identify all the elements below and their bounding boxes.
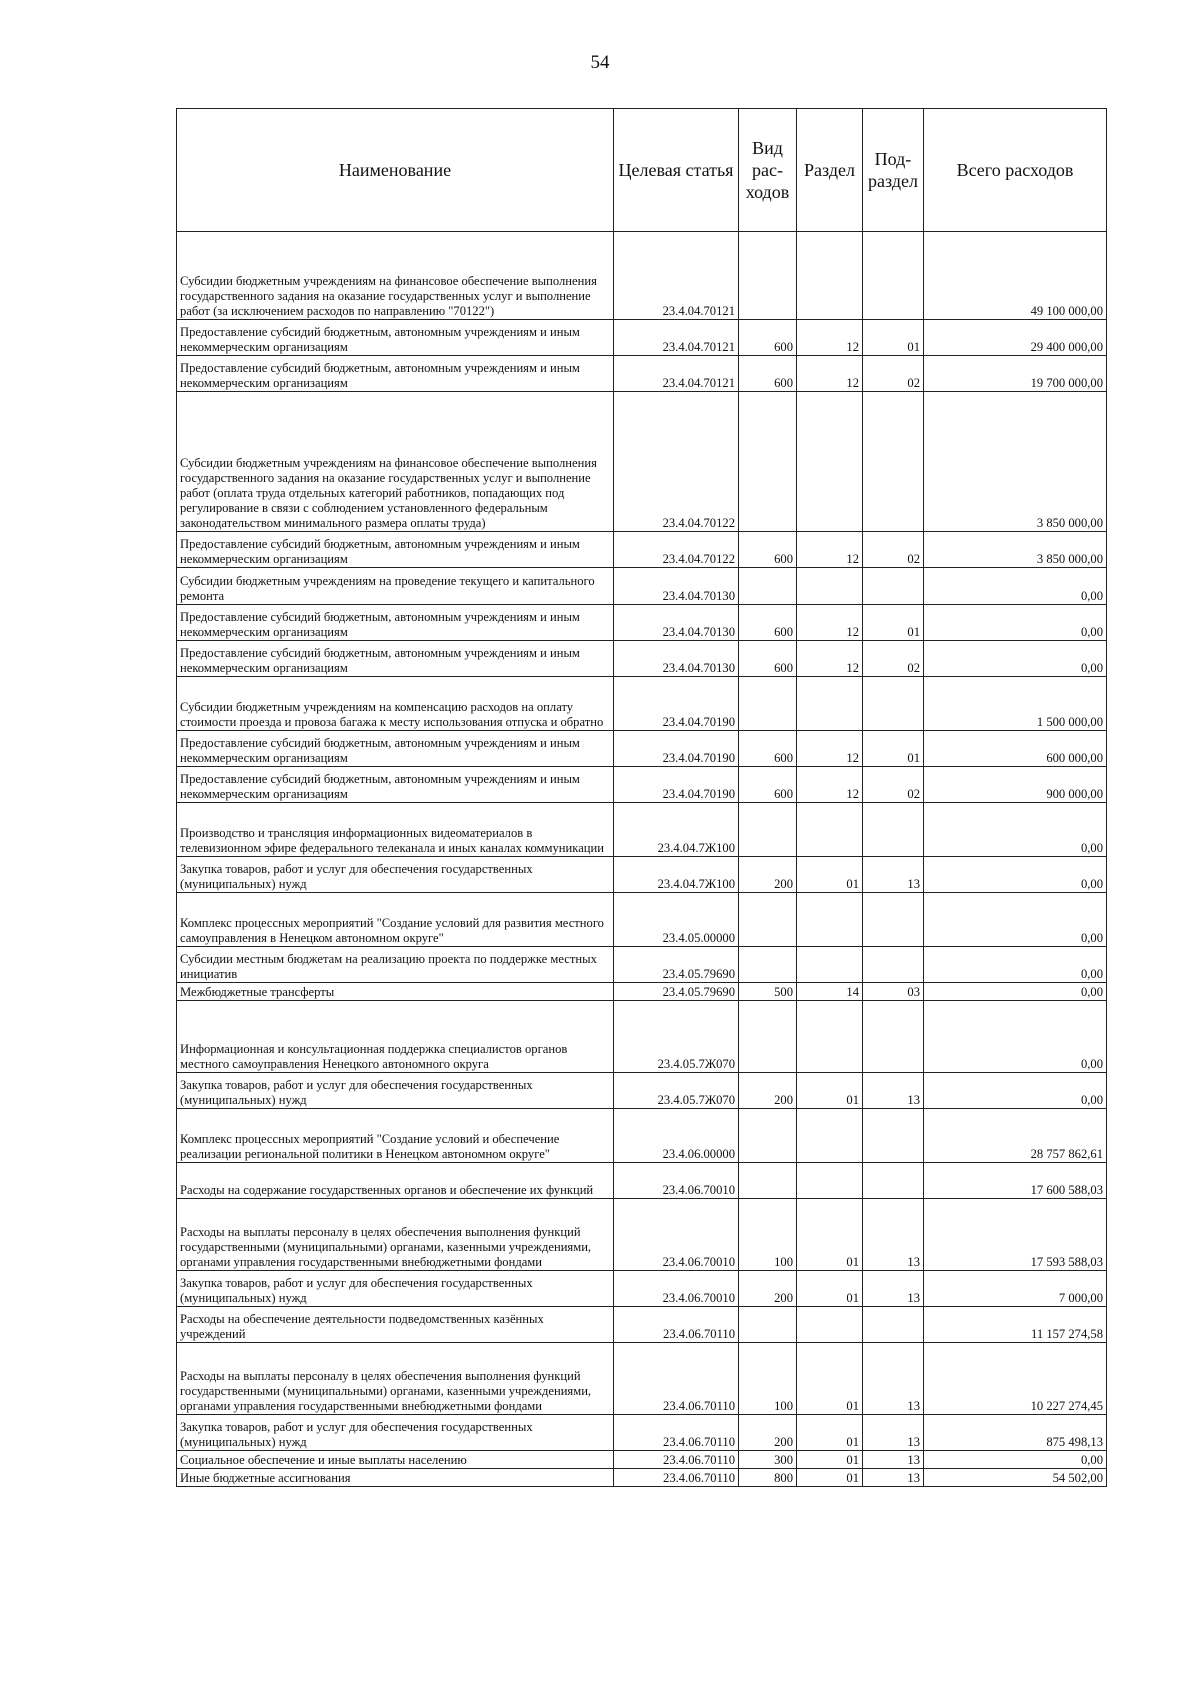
cell-vid: 200: [739, 1415, 797, 1451]
cell-podrazdel: [863, 568, 924, 605]
cell-name: Расходы на выплаты персоналу в целях обеспечения выполнения функций государственными (муниципальными) органами, казенными учреждениями, органами управления государственными внебюджетными фондами: [177, 1199, 614, 1271]
cell-vid: 200: [739, 1271, 797, 1307]
table-row: [177, 1199, 1107, 1271]
cell-vid: 200: [739, 857, 797, 893]
table-body: [177, 232, 1107, 1487]
cell-total: 54 502,00: [924, 1469, 1107, 1487]
cell-vid: 600: [739, 605, 797, 641]
cell-name: Производство и трансляция информационных видеоматериалов в телевизионном эфире федерального телеканала и иных каналах коммуникации: [177, 803, 614, 857]
cell-code: 23.4.04.70121: [614, 356, 739, 392]
cell-total: 3 850 000,00: [924, 532, 1107, 568]
table-row: [177, 1109, 1107, 1163]
table-row: [177, 1415, 1107, 1451]
cell-podrazdel: 02: [863, 767, 924, 803]
cell-vid: [739, 392, 797, 532]
header-name: Наименование: [177, 109, 614, 232]
cell-name: Комплекс процессных мероприятий "Создание условий и обеспечение реализации региональной политики в Ненецком автономном округе": [177, 1109, 614, 1163]
cell-vid: 800: [739, 1469, 797, 1487]
cell-name: Расходы на выплаты персоналу в целях обеспечения выполнения функций государственными (муниципальными) органами, казенными учреждениями, органами управления государственными внебюджетными фондами: [177, 1343, 614, 1415]
cell-razdel: [797, 232, 863, 320]
cell-code: 23.4.06.70110: [614, 1343, 739, 1415]
cell-code: 23.4.04.70190: [614, 767, 739, 803]
cell-podrazdel: 01: [863, 605, 924, 641]
cell-razdel: 01: [797, 1415, 863, 1451]
cell-podrazdel: 03: [863, 983, 924, 1001]
cell-code: 23.4.05.00000: [614, 893, 739, 947]
cell-vid: [739, 893, 797, 947]
cell-podrazdel: [863, 232, 924, 320]
cell-total: 29 400 000,00: [924, 320, 1107, 356]
cell-razdel: 12: [797, 532, 863, 568]
cell-total: 17 593 588,03: [924, 1199, 1107, 1271]
cell-code: 23.4.04.70130: [614, 568, 739, 605]
cell-vid: [739, 1109, 797, 1163]
cell-podrazdel: [863, 1307, 924, 1343]
cell-vid: 600: [739, 731, 797, 767]
cell-vid: 300: [739, 1451, 797, 1469]
cell-total: 875 498,13: [924, 1415, 1107, 1451]
cell-total: 11 157 274,58: [924, 1307, 1107, 1343]
cell-code: 23.4.06.70110: [614, 1451, 739, 1469]
table-row: [177, 232, 1107, 320]
table-row: [177, 356, 1107, 392]
cell-name: Предоставление субсидий бюджетным, автономным учреждениям и иным некоммерческим организациям: [177, 532, 614, 568]
cell-name: Социальное обеспечение и иные выплаты населению: [177, 1451, 614, 1469]
cell-razdel: [797, 1307, 863, 1343]
cell-podrazdel: 02: [863, 532, 924, 568]
table-row: [177, 1073, 1107, 1109]
cell-total: 0,00: [924, 1451, 1107, 1469]
cell-podrazdel: 13: [863, 1469, 924, 1487]
cell-code: 23.4.04.70190: [614, 731, 739, 767]
cell-name: Субсидии бюджетным учреждениям на проведение текущего и капитального ремонта: [177, 568, 614, 605]
cell-total: 28 757 862,61: [924, 1109, 1107, 1163]
cell-vid: [739, 1163, 797, 1199]
cell-total: 0,00: [924, 947, 1107, 983]
cell-name: Предоставление субсидий бюджетным, автономным учреждениям и иным некоммерческим организациям: [177, 605, 614, 641]
cell-podrazdel: [863, 803, 924, 857]
header-code: Целевая статья: [614, 109, 739, 232]
cell-razdel: 01: [797, 1199, 863, 1271]
cell-razdel: [797, 947, 863, 983]
table-row: [177, 893, 1107, 947]
cell-total: 0,00: [924, 803, 1107, 857]
cell-name: Закупка товаров, работ и услуг для обеспечения государственных (муниципальных) нужд: [177, 1073, 614, 1109]
cell-total: 0,00: [924, 605, 1107, 641]
cell-code: 23.4.06.70110: [614, 1415, 739, 1451]
cell-name: Межбюджетные трансферты: [177, 983, 614, 1001]
header-podrazdel: Под-раздел: [863, 109, 924, 232]
cell-total: 900 000,00: [924, 767, 1107, 803]
cell-podrazdel: 13: [863, 857, 924, 893]
table-header-row: [177, 109, 1107, 232]
cell-podrazdel: [863, 947, 924, 983]
cell-podrazdel: 01: [863, 320, 924, 356]
cell-code: 23.4.05.79690: [614, 947, 739, 983]
table-row: [177, 568, 1107, 605]
cell-razdel: [797, 677, 863, 731]
cell-vid: 200: [739, 1073, 797, 1109]
cell-code: 23.4.06.70010: [614, 1163, 739, 1199]
cell-podrazdel: 13: [863, 1073, 924, 1109]
cell-razdel: 01: [797, 1073, 863, 1109]
cell-total: 0,00: [924, 641, 1107, 677]
cell-name: Предоставление субсидий бюджетным, автономным учреждениям и иным некоммерческим организациям: [177, 641, 614, 677]
cell-name: Информационная и консультационная поддержка специалистов органов местного самоуправления Ненецкого автономного округа: [177, 1001, 614, 1073]
cell-total: 600 000,00: [924, 731, 1107, 767]
table-row: [177, 1469, 1107, 1487]
cell-total: 10 227 274,45: [924, 1343, 1107, 1415]
cell-razdel: 01: [797, 1271, 863, 1307]
page-number: 54: [590, 52, 610, 73]
cell-total: 0,00: [924, 857, 1107, 893]
cell-total: 0,00: [924, 893, 1107, 947]
cell-code: 23.4.06.00000: [614, 1109, 739, 1163]
cell-vid: [739, 232, 797, 320]
cell-name: Комплекс процессных мероприятий "Создание условий для развития местного самоуправления в Ненецком автономном округе": [177, 893, 614, 947]
cell-razdel: [797, 1109, 863, 1163]
cell-podrazdel: 02: [863, 641, 924, 677]
cell-vid: [739, 677, 797, 731]
cell-podrazdel: [863, 677, 924, 731]
cell-vid: [739, 1001, 797, 1073]
table-row: [177, 641, 1107, 677]
table-row: [177, 392, 1107, 532]
cell-name: Иные бюджетные ассигнования: [177, 1469, 614, 1487]
cell-code: 23.4.04.70190: [614, 677, 739, 731]
header-razdel: Раздел: [797, 109, 863, 232]
cell-vid: [739, 568, 797, 605]
cell-name: Предоставление субсидий бюджетным, автономным учреждениям и иным некоммерческим организациям: [177, 767, 614, 803]
cell-total: 0,00: [924, 983, 1107, 1001]
cell-name: Закупка товаров, работ и услуг для обеспечения государственных (муниципальных) нужд: [177, 857, 614, 893]
table-row: [177, 1451, 1107, 1469]
cell-name: Субсидии бюджетным учреждениям на компенсацию расходов на оплату стоимости проезда и провоза багажа к месту использования отпуска и обратно: [177, 677, 614, 731]
cell-podrazdel: [863, 392, 924, 532]
cell-podrazdel: 13: [863, 1199, 924, 1271]
cell-razdel: 12: [797, 356, 863, 392]
cell-code: 23.4.06.70110: [614, 1469, 739, 1487]
table-row: [177, 1163, 1107, 1199]
cell-code: 23.4.04.70130: [614, 605, 739, 641]
cell-vid: [739, 947, 797, 983]
cell-name: Закупка товаров, работ и услуг для обеспечения государственных (муниципальных) нужд: [177, 1415, 614, 1451]
cell-name: Расходы на содержание государственных органов и обеспечение их функций: [177, 1163, 614, 1199]
table-row: [177, 1307, 1107, 1343]
cell-razdel: 01: [797, 1451, 863, 1469]
table-row: [177, 1271, 1107, 1307]
cell-name: Закупка товаров, работ и услуг для обеспечения государственных (муниципальных) нужд: [177, 1271, 614, 1307]
cell-total: 1 500 000,00: [924, 677, 1107, 731]
table-row: [177, 532, 1107, 568]
cell-podrazdel: 13: [863, 1451, 924, 1469]
cell-podrazdel: [863, 893, 924, 947]
cell-code: 23.4.04.7Ж100: [614, 803, 739, 857]
cell-vid: 100: [739, 1343, 797, 1415]
cell-podrazdel: 13: [863, 1415, 924, 1451]
header-total: Всего расходов: [924, 109, 1107, 232]
cell-total: 0,00: [924, 1001, 1107, 1073]
cell-code: 23.4.05.7Ж070: [614, 1073, 739, 1109]
cell-razdel: 12: [797, 605, 863, 641]
cell-podrazdel: [863, 1001, 924, 1073]
cell-code: 23.4.04.7Ж100: [614, 857, 739, 893]
cell-razdel: 12: [797, 320, 863, 356]
cell-code: 23.4.05.7Ж070: [614, 1001, 739, 1073]
cell-code: 23.4.04.70121: [614, 232, 739, 320]
cell-vid: 100: [739, 1199, 797, 1271]
cell-total: 0,00: [924, 1073, 1107, 1109]
cell-vid: 600: [739, 356, 797, 392]
cell-code: 23.4.04.70122: [614, 392, 739, 532]
cell-podrazdel: 13: [863, 1343, 924, 1415]
cell-razdel: [797, 803, 863, 857]
table-row: [177, 731, 1107, 767]
table-row: [177, 320, 1107, 356]
cell-razdel: [797, 568, 863, 605]
cell-name: Субсидии местным бюджетам на реализацию проекта по поддержке местных инициатив: [177, 947, 614, 983]
cell-total: 3 850 000,00: [924, 392, 1107, 532]
cell-total: 0,00: [924, 568, 1107, 605]
cell-total: 17 600 588,03: [924, 1163, 1107, 1199]
table-row: [177, 1001, 1107, 1073]
cell-total: 7 000,00: [924, 1271, 1107, 1307]
cell-vid: [739, 803, 797, 857]
table-row: [177, 857, 1107, 893]
cell-name: Предоставление субсидий бюджетным, автономным учреждениям и иным некоммерческим организациям: [177, 731, 614, 767]
table-row: [177, 983, 1107, 1001]
table-row: [177, 947, 1107, 983]
cell-name: Субсидии бюджетным учреждениям на финансовое обеспечение выполнения государственного задания на оказание государственных услуг и выполнение работ (оплата труда отдельных категорий работников, попадающих под регулирование в связи с соблюдением установленного федеральным законодательством минимального размера оплаты труда): [177, 392, 614, 532]
cell-code: 23.4.06.70010: [614, 1199, 739, 1271]
cell-razdel: [797, 392, 863, 532]
cell-name: Предоставление субсидий бюджетным, автономным учреждениям и иным некоммерческим организациям: [177, 356, 614, 392]
cell-code: 23.4.04.70121: [614, 320, 739, 356]
cell-total: 19 700 000,00: [924, 356, 1107, 392]
cell-code: 23.4.06.70110: [614, 1307, 739, 1343]
cell-razdel: 01: [797, 1343, 863, 1415]
cell-razdel: 12: [797, 641, 863, 677]
header-vid: Вид рас-ходов: [739, 109, 797, 232]
cell-vid: [739, 1307, 797, 1343]
table-row: [177, 1343, 1107, 1415]
cell-razdel: [797, 893, 863, 947]
cell-razdel: [797, 1163, 863, 1199]
table-row: [177, 677, 1107, 731]
cell-vid: 600: [739, 320, 797, 356]
cell-podrazdel: [863, 1109, 924, 1163]
cell-code: 23.4.04.70122: [614, 532, 739, 568]
cell-total: 49 100 000,00: [924, 232, 1107, 320]
cell-podrazdel: [863, 1163, 924, 1199]
budget-table: [176, 108, 1107, 1487]
cell-vid: 600: [739, 767, 797, 803]
cell-name: Предоставление субсидий бюджетным, автономным учреждениям и иным некоммерческим организациям: [177, 320, 614, 356]
cell-razdel: 14: [797, 983, 863, 1001]
cell-name: Расходы на обеспечение деятельности подведомственных казённых учреждений: [177, 1307, 614, 1343]
cell-razdel: 12: [797, 731, 863, 767]
cell-razdel: 01: [797, 857, 863, 893]
cell-code: 23.4.05.79690: [614, 983, 739, 1001]
table-row: [177, 767, 1107, 803]
cell-name: Субсидии бюджетным учреждениям на финансовое обеспечение выполнения государственного задания на оказание государственных услуг и выполнение работ (за исключением расходов по направлению "70122"): [177, 232, 614, 320]
cell-podrazdel: 01: [863, 731, 924, 767]
cell-razdel: [797, 1001, 863, 1073]
cell-podrazdel: 13: [863, 1271, 924, 1307]
cell-vid: 600: [739, 641, 797, 677]
cell-vid: 500: [739, 983, 797, 1001]
cell-razdel: 12: [797, 767, 863, 803]
cell-razdel: 01: [797, 1469, 863, 1487]
table-row: [177, 803, 1107, 857]
cell-podrazdel: 02: [863, 356, 924, 392]
table-row: [177, 605, 1107, 641]
cell-code: 23.4.04.70130: [614, 641, 739, 677]
cell-vid: 600: [739, 532, 797, 568]
cell-code: 23.4.06.70010: [614, 1271, 739, 1307]
